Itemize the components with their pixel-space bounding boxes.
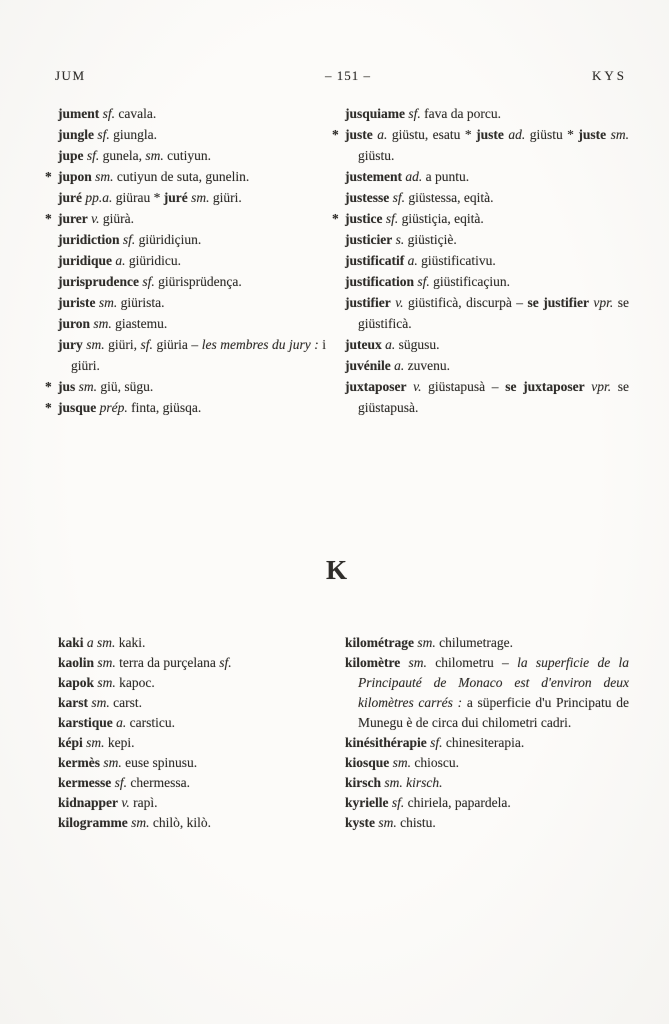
entry-translation: giüstificativu. xyxy=(421,253,496,268)
entry-translation: giürà. xyxy=(102,211,134,226)
entry-headword: kapok xyxy=(58,675,95,690)
entry-grammar-italic: sm. xyxy=(90,316,116,331)
dictionary-entry xyxy=(332,633,629,653)
column-right xyxy=(332,103,629,418)
entry-translation: giüstificaçiun. xyxy=(433,274,510,289)
entry-grammar-italic: a. xyxy=(112,715,130,730)
entry-translation: euse spinusu. xyxy=(125,755,198,770)
entry-translation: giürisprüdença. xyxy=(158,274,242,289)
entry-translation: chistu. xyxy=(400,815,436,830)
entry-headword: juridiction xyxy=(58,232,120,247)
entry-headword: juste xyxy=(345,127,373,142)
entry-translation: chinesiterapia. xyxy=(445,735,525,750)
section-k-entries xyxy=(45,633,629,833)
entry-grammar-italic: a. xyxy=(381,337,399,352)
entry-grammar-italic: sm. xyxy=(82,337,109,352)
entry-headword: justificatif xyxy=(345,253,405,268)
entry-translation: gunela, xyxy=(102,148,146,163)
dictionary-entry xyxy=(332,103,629,124)
dictionary-entry xyxy=(45,397,326,418)
entry-grammar-italic: sm. xyxy=(187,190,213,205)
entry-headword: jupe xyxy=(58,148,84,163)
entry-headword: juridique xyxy=(58,253,113,268)
entry-headword: kilogramme xyxy=(58,815,128,830)
dictionary-entry xyxy=(45,292,326,313)
dictionary-entry xyxy=(45,773,326,793)
entry-grammar-italic: sf. xyxy=(119,232,139,247)
entry-headword: juste xyxy=(578,127,607,142)
entry-headword: justicier xyxy=(345,232,393,247)
entry-headword: juteux xyxy=(345,337,382,352)
dictionary-entry xyxy=(45,673,326,693)
header-guide-word-right: KYS xyxy=(591,68,627,83)
entry-star-marker: * xyxy=(45,169,52,184)
entry-headword: justification xyxy=(345,274,414,289)
entry-grammar-italic: sf. xyxy=(111,775,131,790)
entry-headword: jungle xyxy=(58,127,95,142)
entry-star-marker: * xyxy=(45,379,52,394)
section-j-entries xyxy=(45,103,629,418)
dictionary-entry xyxy=(45,313,326,334)
entry-grammar-italic: sf. xyxy=(219,655,232,670)
entry-headword: justice xyxy=(345,211,383,226)
entry-translation: kepi. xyxy=(107,735,135,750)
entry-grammar-italic: sf. xyxy=(94,127,114,142)
entry-translation: giüstiçiè. xyxy=(407,232,457,247)
entry-translation: se giüstificà. xyxy=(358,295,630,331)
entry-headword: jurer xyxy=(58,211,88,226)
dictionary-entry xyxy=(45,713,326,733)
entry-grammar-italic: sm. xyxy=(413,635,440,650)
entry-translation: giüridicu. xyxy=(128,253,182,268)
entry-headword: se juxtaposer xyxy=(505,379,585,394)
entry-grammar-italic: v. xyxy=(87,211,103,226)
entry-grammar-italic: v. xyxy=(118,795,134,810)
entry-headword: juxtaposer xyxy=(345,379,407,394)
dictionary-entry xyxy=(332,292,629,334)
entry-headword: kyste xyxy=(345,815,375,830)
dictionary-entry xyxy=(332,653,629,733)
entry-translation: i giüri. xyxy=(71,337,326,373)
dictionary-entry xyxy=(45,693,326,713)
entry-grammar-italic: sm. xyxy=(95,295,121,310)
dictionary-entry xyxy=(45,166,326,187)
entry-grammar-italic: sm. xyxy=(127,815,153,830)
dictionary-entry xyxy=(332,271,629,292)
entry-translation: giüria – xyxy=(156,337,202,352)
entry-translation: a süperficie d'u Principatu de Munegu è de circa dui chilometri cadri. xyxy=(358,695,629,730)
entry-headword: juvénile xyxy=(345,358,391,373)
dictionary-entry xyxy=(45,187,326,208)
entry-translation: giüstificà, discurpà – xyxy=(408,295,528,310)
dictionary-entry xyxy=(332,773,629,793)
entry-star-marker: * xyxy=(332,211,339,226)
entry-grammar-italic: sf. xyxy=(99,106,119,121)
entry-translation: giüri. xyxy=(212,190,242,205)
dictionary-entry xyxy=(45,229,326,250)
entry-headword: jusquiame xyxy=(345,106,406,121)
entry-grammar-italic: sm. xyxy=(99,755,126,770)
dictionary-entry xyxy=(332,813,629,833)
entry-translation: giüstu, esatu * xyxy=(391,127,477,142)
running-header xyxy=(45,68,631,86)
entry-translation: fava da porcu. xyxy=(424,106,501,121)
dictionary-entry xyxy=(332,793,629,813)
entry-translation: giungla. xyxy=(113,127,158,142)
entry-translation: terra da purçelana xyxy=(119,655,220,670)
dictionary-entry xyxy=(332,166,629,187)
dictionary-entry xyxy=(332,229,629,250)
entry-headword: jury xyxy=(58,337,83,352)
entry-grammar-italic: vpr. xyxy=(584,379,618,394)
entry-grammar-italic: les membres du jury : xyxy=(201,337,319,352)
dictionary-entry xyxy=(332,250,629,271)
entry-headword: kaki xyxy=(58,635,84,650)
entry-grammar-italic: kirsch. xyxy=(406,775,443,790)
entry-grammar-italic: sm. xyxy=(400,655,436,670)
entry-headword: juron xyxy=(58,316,91,331)
dictionary-entry xyxy=(332,355,629,376)
entry-grammar-italic: sf. xyxy=(139,274,159,289)
entry-grammar-italic: v. xyxy=(406,379,429,394)
entry-grammar-italic: sm. xyxy=(381,775,407,790)
entry-headword: kermesse xyxy=(58,775,112,790)
entry-grammar-italic: sm. xyxy=(88,695,114,710)
entry-grammar-italic: sm. xyxy=(82,735,108,750)
entry-grammar-italic: ad. xyxy=(503,127,530,142)
entry-grammar-italic: vpr. xyxy=(588,295,618,310)
dictionary-entry xyxy=(45,334,326,376)
entry-grammar-italic: a. xyxy=(112,253,129,268)
entry-star-marker: * xyxy=(332,127,339,142)
column-left xyxy=(45,633,326,833)
entry-grammar-italic: a. xyxy=(390,358,408,373)
entry-headword: jurisprudence xyxy=(58,274,139,289)
entry-grammar-italic: a sm. xyxy=(83,635,119,650)
dictionary-entry xyxy=(45,124,326,145)
entry-headword: justement xyxy=(345,169,402,184)
dictionary-entry xyxy=(45,793,326,813)
entry-grammar-italic: sf. xyxy=(83,148,103,163)
entry-translation: kaki. xyxy=(118,635,146,650)
dictionary-entry xyxy=(45,145,326,166)
entry-headword: juriste xyxy=(58,295,96,310)
entry-translation: carsticu. xyxy=(129,715,175,730)
dictionary-entry xyxy=(332,753,629,773)
entry-grammar-italic: sm. xyxy=(75,379,101,394)
entry-headword: kiosque xyxy=(345,755,390,770)
entry-translation: a puntu. xyxy=(425,169,470,184)
entry-translation: cavala. xyxy=(118,106,157,121)
entry-headword: kermès xyxy=(58,755,100,770)
entry-grammar-italic: sf. xyxy=(140,337,157,352)
entry-translation: giü, sügu. xyxy=(100,379,154,394)
entry-headword: kilomètre xyxy=(345,655,401,670)
entry-grammar-italic: sf. xyxy=(405,106,425,121)
entry-star-marker: * xyxy=(45,211,52,226)
entry-translation: chilò, kilò. xyxy=(152,815,212,830)
entry-translation: giürau * xyxy=(115,190,164,205)
entry-star-marker: * xyxy=(45,400,52,415)
entry-translation: giüstiçia, eqità. xyxy=(401,211,484,226)
entry-headword: kilométrage xyxy=(345,635,414,650)
dictionary-entry xyxy=(45,633,326,653)
section-k-heading: K xyxy=(325,555,348,585)
entry-headword: kyrielle xyxy=(345,795,389,810)
entry-translation: cutiyun de suta, gunelin. xyxy=(116,169,250,184)
entry-translation: giüstu * xyxy=(529,127,579,142)
entry-translation: chioscu. xyxy=(414,755,460,770)
entry-grammar-italic: sf. xyxy=(382,211,402,226)
entry-headword: karstique xyxy=(58,715,113,730)
entry-grammar-italic: sm. xyxy=(94,675,120,690)
entry-translation: chiriela, papardela. xyxy=(407,795,511,810)
entry-translation: giürista. xyxy=(120,295,165,310)
dictionary-entry xyxy=(332,124,629,166)
entry-headword: kirsch xyxy=(345,775,382,790)
entry-headword: juré xyxy=(163,190,188,205)
entry-grammar-italic: sm. xyxy=(606,127,630,142)
header-guide-word-left: JUM xyxy=(55,68,86,83)
dictionary-entry xyxy=(332,334,629,355)
entry-grammar-italic: sf. xyxy=(388,795,408,810)
entry-headword: justifier xyxy=(345,295,391,310)
entry-grammar-italic: pp.a. xyxy=(82,190,116,205)
entry-translation: giastemu. xyxy=(115,316,168,331)
entry-grammar-italic: sm. xyxy=(91,169,117,184)
entry-headword: karst xyxy=(58,695,88,710)
entry-translation: kapoc. xyxy=(119,675,155,690)
entry-headword: se justifier xyxy=(527,295,589,310)
entry-headword: kinésithérapie xyxy=(345,735,427,750)
entry-translation: zuvenu. xyxy=(407,358,450,373)
entry-translation: giüstessa, eqità. xyxy=(408,190,494,205)
entry-grammar-italic: sf. xyxy=(426,735,446,750)
entry-grammar-italic: sm. xyxy=(145,148,168,163)
entry-translation: chilometru – xyxy=(435,655,518,670)
entry-headword: juste xyxy=(476,127,504,142)
dictionary-entry xyxy=(45,753,326,773)
entry-grammar-italic: a. xyxy=(372,127,392,142)
entry-translation: cutiyun. xyxy=(167,148,212,163)
dictionary-entry xyxy=(45,653,326,673)
entry-grammar-italic: sf. xyxy=(389,190,409,205)
dictionary-entry xyxy=(332,208,629,229)
dictionary-entry xyxy=(45,208,326,229)
entry-grammar-italic: s. xyxy=(392,232,408,247)
entry-translation: se giüstapusà. xyxy=(358,379,629,415)
entry-grammar-italic: sm. xyxy=(389,755,415,770)
entry-grammar-italic: ad. xyxy=(402,169,426,184)
entry-translation: chilumetrage. xyxy=(439,635,513,650)
entry-headword: justesse xyxy=(345,190,390,205)
entry-headword: jupon xyxy=(58,169,92,184)
entry-headword: jusque xyxy=(58,400,97,415)
dictionary-entry xyxy=(45,733,326,753)
dictionary-entry xyxy=(45,271,326,292)
entry-translation: chermessa. xyxy=(130,775,190,790)
entry-translation: giüridiçiun. xyxy=(138,232,202,247)
entry-headword: kidnapper xyxy=(58,795,119,810)
dictionary-entry xyxy=(45,376,326,397)
entry-headword: kaolin xyxy=(58,655,95,670)
entry-translation: carst. xyxy=(113,695,142,710)
dictionary-entry xyxy=(45,813,326,833)
entry-headword: jument xyxy=(58,106,100,121)
entry-grammar-italic: prép. xyxy=(96,400,132,415)
entry-grammar-italic: v. xyxy=(390,295,409,310)
entry-translation: rapì. xyxy=(133,795,158,810)
dictionary-entry xyxy=(45,103,326,124)
entry-grammar-italic: sm. xyxy=(375,815,401,830)
entry-translation: giüstapusà – xyxy=(428,379,506,394)
entry-grammar-italic: sm. xyxy=(94,655,120,670)
entry-translation: finta, giüsqa. xyxy=(131,400,202,415)
dictionary-entry xyxy=(332,187,629,208)
entry-grammar-italic: la superficie de la Principauté de Monaco est d'environ deux kilomètres carrés : xyxy=(358,655,629,710)
entry-translation: giüri, xyxy=(108,337,141,352)
entry-headword: juré xyxy=(58,190,82,205)
dictionary-entry xyxy=(45,250,326,271)
entry-grammar-italic: sf. xyxy=(414,274,434,289)
column-right xyxy=(332,633,629,833)
column-left xyxy=(45,103,326,418)
entry-translation: giüstu. xyxy=(358,148,395,163)
entry-grammar-italic: a. xyxy=(404,253,422,268)
page-number: – 151 – xyxy=(325,68,371,83)
dictionary-entry xyxy=(332,733,629,753)
entry-headword: jus xyxy=(58,379,76,394)
entry-headword: képi xyxy=(58,735,83,750)
entry-translation: sügusu. xyxy=(398,337,440,352)
dictionary-entry xyxy=(332,376,629,418)
